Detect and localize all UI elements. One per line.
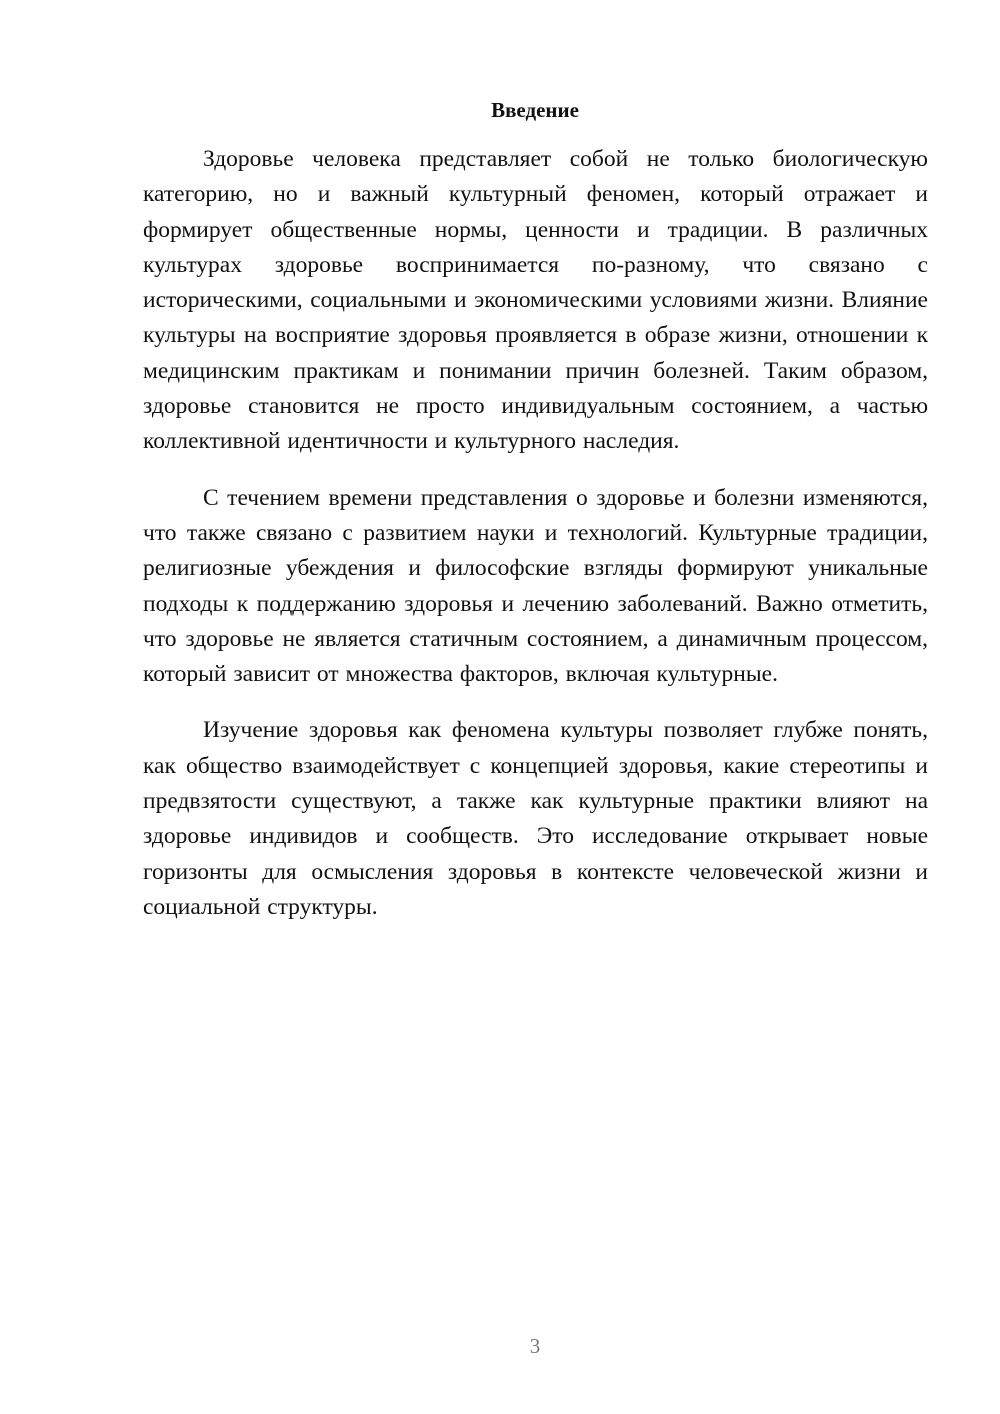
body-text: [143, 142, 928, 946]
section-title: Введение: [491, 98, 579, 122]
paragraph-2: С течением времени представления о здоровье и болезни изменяются, что также связано с развитием науки и технологий. Культурные традиции, религиозные убеждения и философские взгляды формируют уникальные подходы к поддержанию здоровья и лечению заболеваний. Важно отметить, что здоровье не является статичным состоянием, а динамичным процессом, который зависит от множества факторов, включая культурные.: [143, 484, 928, 688]
paragraph-1: Здоровье человека представляет собой не только биологическую категорию, но и важный культурный феномен, который отражает и формирует общественные нормы, ценности и традиции. В различных культурах здоровье воспринимается по-разному, что связано с историческими, социальными и экономическими условиями жизни. Влияние культуры на восприятие здоровья проявляется в образе жизни, отношении к медицинским практикам и понимании причин болезней. Таким образом, здоровье становится не просто индивидуальным состоянием, а частью коллективной идентичности и культурного наследия.: [143, 146, 928, 455]
page-number: 3: [529, 1334, 541, 1358]
paragraph-3: Изучение здоровья как феномена культуры позволяет глубже понять, как общество взаимодействует с концепцией здоровья, какие стереотипы и предвзятости существуют, а также как культурные практики влияют на здоровье индивидов и сообществ. Это исследование открывает новые горизонты для осмысления здоровья в контексте человеческой жизни и социальной структуры.: [143, 717, 928, 920]
